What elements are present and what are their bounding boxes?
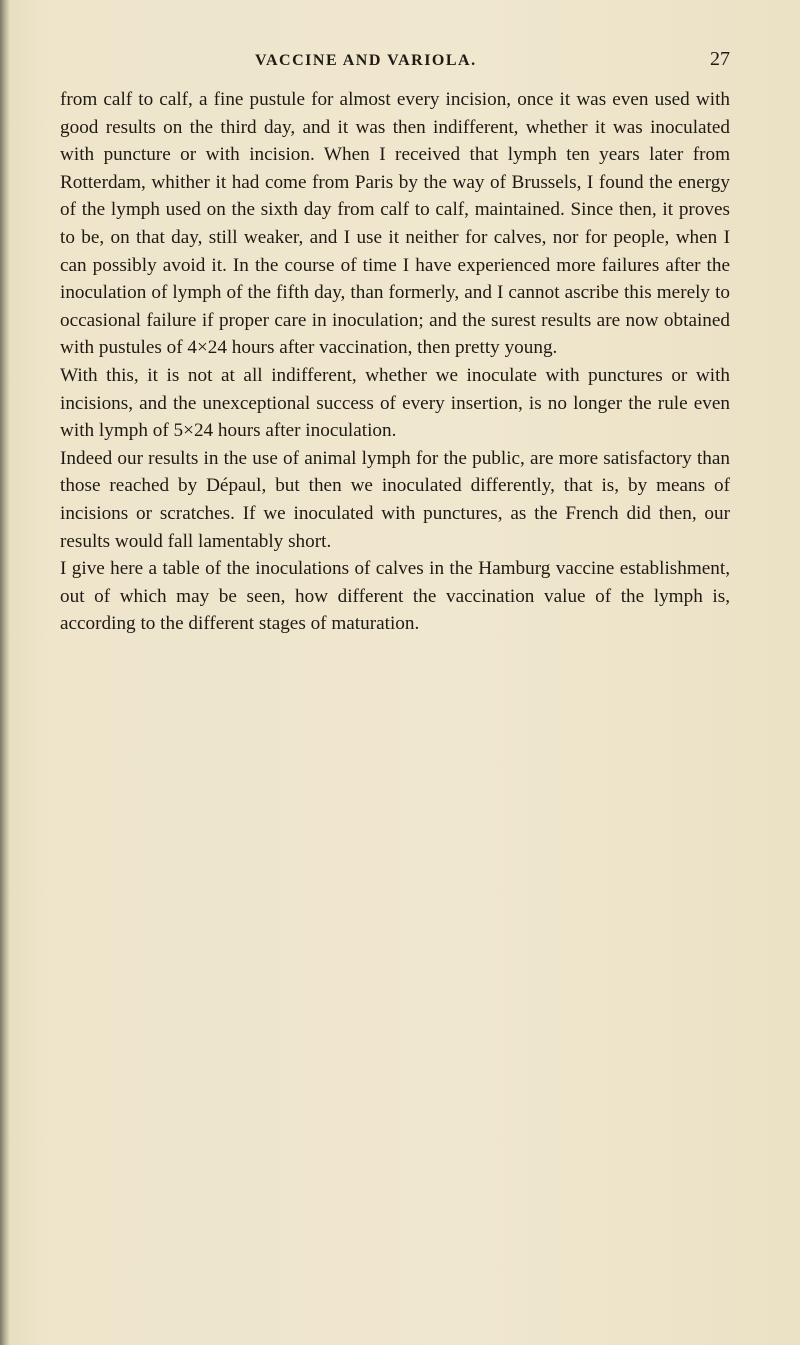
running-head: VACCINE AND VARIOLA. — [255, 52, 477, 69]
body-text — [60, 86, 730, 638]
page-number: 27 — [710, 48, 730, 70]
paragraph: from calf to calf, a fine pustule for almost every incision, once it was even used with good results on the third day, and it was then indifferent, whether it was inoculated with puncture or with incision. When I received that lymph ten years later from Rotterdam, whither it had come from Paris by the way of Brussels, I found the energy of the lymph used on the sixth day from calf to calf, maintained. Since then, it proves to be, on that day, still weaker, and I use it neither for calves, nor for people, when I can possibly avoid it. In the course of time I have experienced more failures after the inoculation of lymph of the fifth day, than formerly, and I cannot ascribe this merely to occasional failure if proper care in inoculation; and the surest results are now obtained with pustules of 4×24 hours after vaccination, then pretty young. — [60, 89, 730, 359]
paragraph: I give here a table of the inoculations of calves in the Hamburg vaccine establishment, out of which may be seen, how different the vaccination value of the lymph is, according to the different stages of maturation. — [60, 558, 730, 635]
paragraph: Indeed our results in the use of animal lymph for the public, are more satisfactory than those reached by Dépaul, but then we inoculated differently, that is, by means of incisions or scratches. If we inoculated with punctures, as the French did then, our results would fall lamentably short. — [60, 447, 730, 552]
page-header — [60, 48, 730, 78]
paragraph: With this, it is not at all indifferent, whether we inoculate with punctures or with incisions, and the unexceptional success of every insertion, is no longer the rule even with lymph of 5×24 hours after inoculation. — [60, 364, 730, 442]
binding-shadow — [0, 0, 10, 1345]
